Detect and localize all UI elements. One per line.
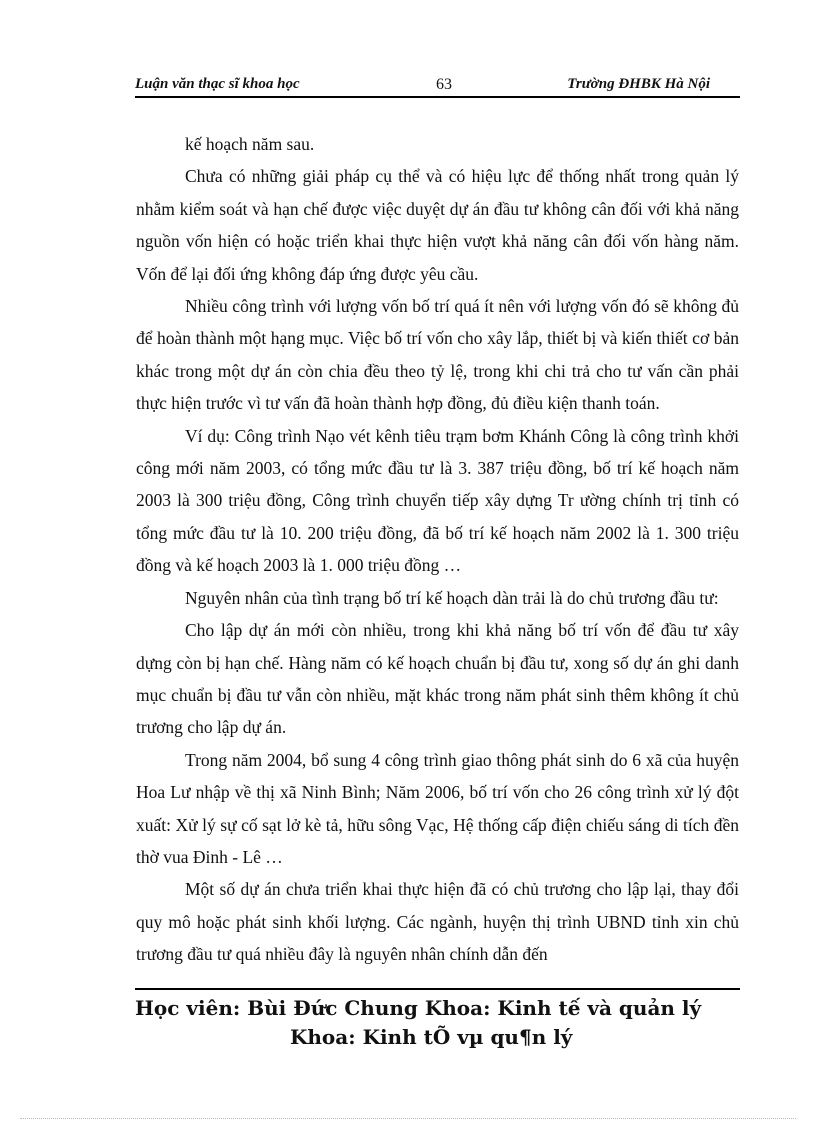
- paragraph: Trong năm 2004, bổ sung 4 công trình giao thông phát sinh do 6 xã của huyện Hoa Lư nhập về thị xã Ninh Bình; Năm 2006, bố trí vốn cho 26 công trình xử lý đột xuất: Xử lý sự cố sạt lở kè tả, hữu sông Vạc, Hệ thống cấp điện chiếu sáng di tích đền thờ vua Đinh - Lê …: [136, 749, 739, 867]
- page-bottom-divider: [20, 1118, 796, 1119]
- body-text: [136, 128, 739, 971]
- page-header: [135, 74, 740, 98]
- footer-faculty-line: Khoa: Kinh tÕ vµ qu¶n lý: [290, 1025, 573, 1049]
- page-footer: [135, 988, 740, 1052]
- header-university: Trường ĐHBK Hà Nội: [567, 76, 710, 92]
- paragraph: Nguyên nhân của tình trạng bố trí kế hoạch dàn trải là do chủ trương đầu tư:: [185, 587, 719, 608]
- paragraph: Chưa có những giải pháp cụ thể và có hiệu lực để thống nhất trong quản lý nhằm kiểm soát và hạn chế được việc duyệt dự án đầu tư không cân đối với khả năng nguồn vốn hiện có hoặc triển khai thực hiện vượt khả năng cân đối vốn hàng năm. Vốn để lại đối ứng không đáp ứng được yêu cầu.: [136, 166, 739, 284]
- page-number: 63: [436, 76, 452, 93]
- header-thesis-title: Luận văn thạc sĩ khoa học: [135, 76, 300, 92]
- paragraph: Nhiều công trình với lượng vốn bố trí quá ít nên với lượng vốn đó sẽ không đủ để hoàn thành một hạng mục. Việc bố trí vốn cho xây lắp, thiết bị và kiến thiết cơ bản khác trong một dự án còn chia đều theo tỷ lệ, trong khi chi trả cho tư vấn cần phải thực hiện trước vì tư vấn đã hoàn thành hợp đồng, đủ điều kiện thanh toán.: [136, 296, 739, 414]
- paragraph: kế hoạch năm sau.: [185, 134, 315, 154]
- paragraph: Cho lập dự án mới còn nhiều, trong khi khả năng bố trí vốn để đầu tư xây dựng còn bị hạn chế. Hàng năm có kế hoạch chuẩn bị đầu tư, xong số dự án ghi danh mục chuẩn bị đầu tư vẫn còn nhiều, mặt khác trong năm phát sinh thêm không ít chủ trương cho lập dự án.: [136, 620, 739, 738]
- footer-student-line: Học viên: Bùi Đức Chung Khoa: Kinh tế và quản lý: [135, 996, 702, 1020]
- paragraph: Một số dự án chưa triển khai thực hiện đã có chủ trương cho lập lại, thay đổi quy mô hoặc phát sinh khối lượng. Các ngành, huyện thị trình UBND tỉnh xin chủ trương đầu tư quá nhiều đây là nguyên nhân chính dẫn đến: [136, 879, 739, 965]
- paragraph: Ví dụ: Công trình Nạo vét kênh tiêu trạm bơm Khánh Công là công trình khởi công mới năm 2003, có tổng mức đầu tư là 3. 387 triệu đồng, bố trí kế hoạch năm 2003 là 300 triệu đồng, Công trình chuyển tiếp xây dựng Tr ường chính trị tỉnh có tổng mức đầu tư là 10. 200 triệu đồng, đã bố trí kế hoạch năm 2002 là 1. 300 triệu đồng và kế hoạch 2003 là 1. 000 triệu đồng …: [136, 425, 739, 576]
